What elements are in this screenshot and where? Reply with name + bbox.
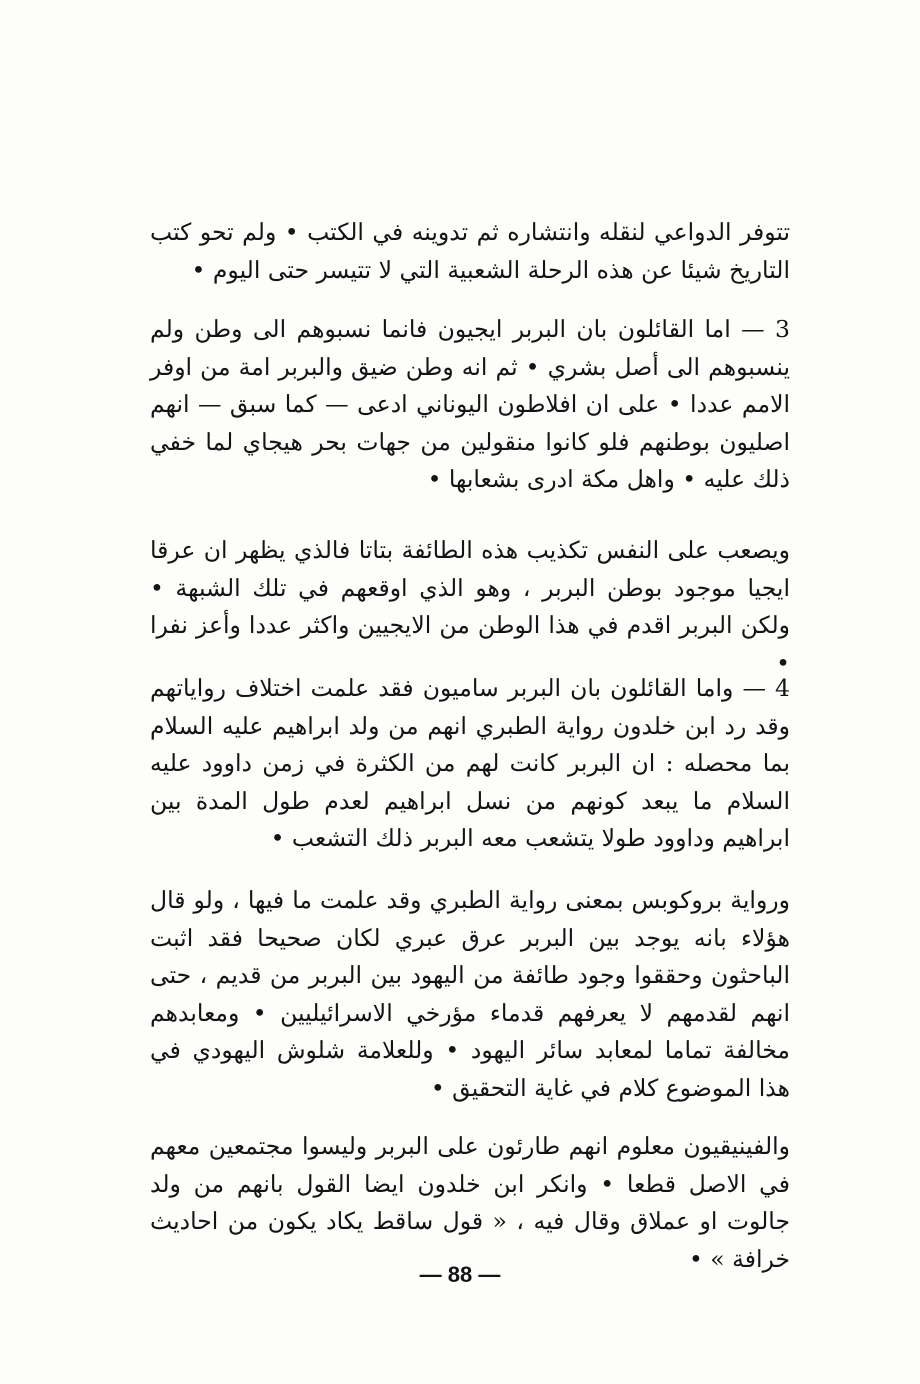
paragraph-2: 3 — اما القائلون بان البربر ايجيون فانما نسبوهم الى وطن ولم ينسبوهم الى أصل بشري • ثم انه وطن ضيق والبربر امة من اوفر الامم عددا • على ان افلاطون اليوناني ادعى — كما سبق — انهم اصليون بوطنهم فلو كانوا منقولين من جهات بحر هيجاي لما خفي ذلك عليه • واهل مكة ادرى بشعابها • bbox=[150, 315, 790, 494]
paragraph-5: ورواية بروكوبس بمعنى رواية الطبري وقد علمت ما فيها ، ولو قال هؤلاء بانه يوجد بين البربر عرق عبري لكان صحيحا فقد اثبت الباحثون وحققوا وجود طائفة من اليهود بين البربر من قديم ، حتى انهم لقدمهم لا يعرفهم قدماء مؤرخي الاسرائيليين • ومعابدهم مخالفة تماما لمعابد سائر اليهود • وللعلامة شلوش اليهودي في هذا الموضوع كلام في غاية التحقيق • bbox=[150, 886, 790, 1102]
page-number: — 88 — bbox=[419, 1262, 501, 1287]
paragraph-6: والفينيقيون معلوم انهم طارئون على البربر وليسوا مجتمعين معهم في الاصل قطعا • وانكر ابن خلدون ايضا القول بانهم من ولد جالوت او عملاق وقال فيه ، « قول ساقط يكاد يكون من احاديث خرافة » • bbox=[150, 1132, 790, 1273]
paragraph-3: ويصعب على النفس تكذيب هذه الطائفة بتاتا فالذي يظهر ان عرقا ايجيا موجود بوطن البربر ، وهو الذي اوقعهم في تلك الشبهة • ولكن البربر اقدم في هذا الوطن من الايجيين واكثر عددا وأعز نفرا • bbox=[150, 536, 790, 677]
paragraph-1: تتوفر الدواعي لنقله وانتشاره ثم تدوينه في الكتب • ولم تحو كتب التاريخ شيئا عن هذه الرحلة الشعبية التي لا تتيسر حتى اليوم • bbox=[150, 218, 790, 284]
paragraph-4: 4 — واما القائلون بان البربر ساميون فقد علمت اختلاف رواياتهم وقد رد ابن خلدون رواية الطبري انهم من ولد ابراهيم عليه السلام بما محصله : ان البربر كانت لهم من الكثرة في زمن داوود عليه السلام ما يبعد كونهم من نسل ابراهيم لعدم طول المدة بين ابراهيم وداوود طولا يتشعب معه البربر ذلك التشعب • bbox=[150, 674, 790, 853]
